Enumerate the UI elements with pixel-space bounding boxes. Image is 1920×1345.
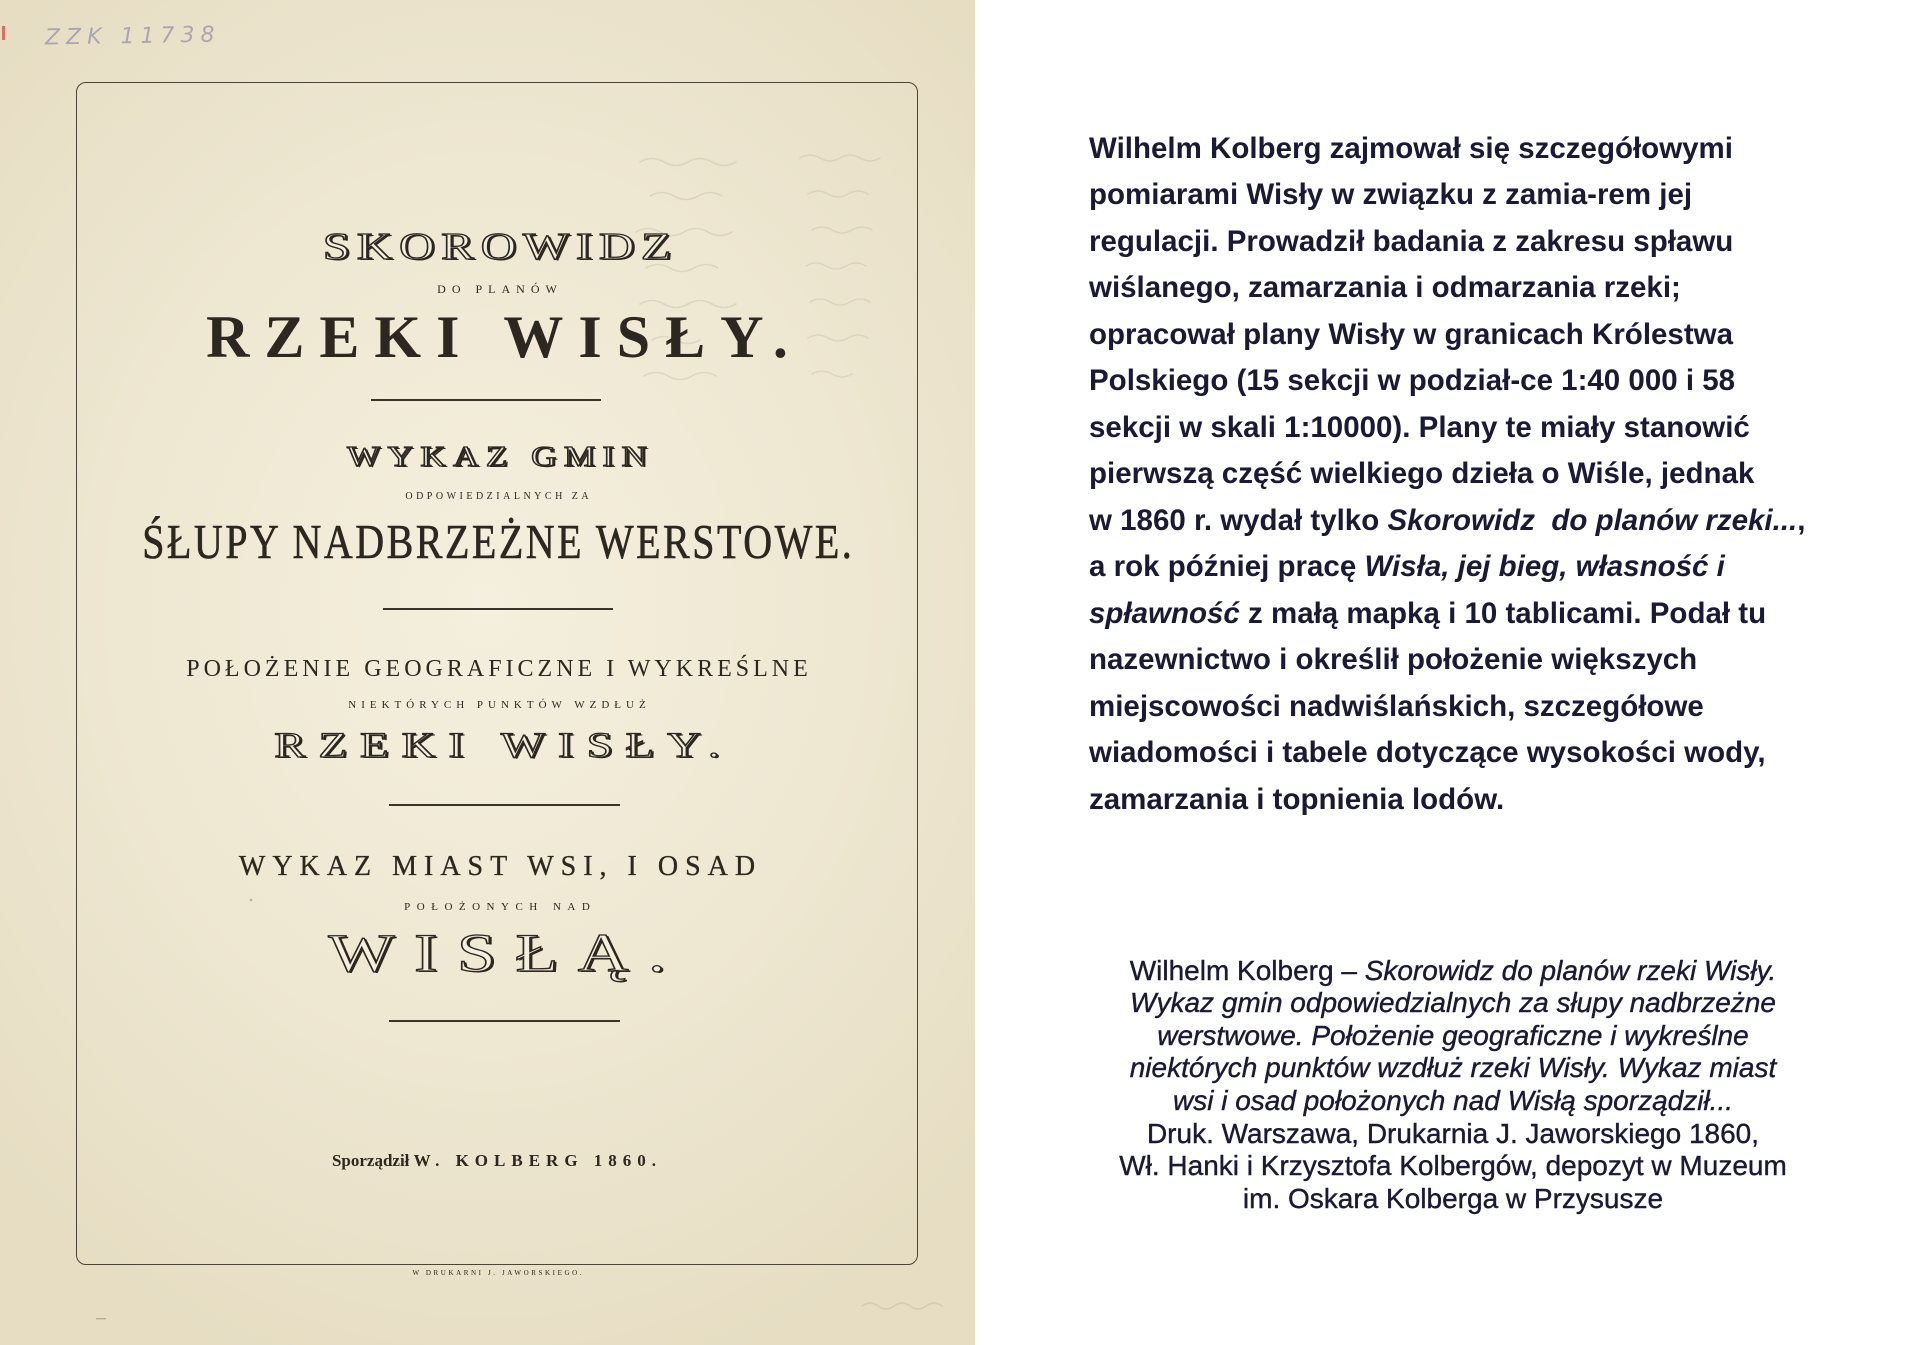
- title-sub: DO PLANÓW: [437, 282, 563, 296]
- author-prefix: Sporządził: [331, 1150, 410, 1170]
- description-line: [1089, 126, 1805, 173]
- description-text: ,: [1797, 503, 1806, 537]
- description-line: [1089, 451, 1805, 498]
- caption-line: [1013, 1150, 1893, 1183]
- section3-main: WISŁĄ.: [328, 923, 686, 983]
- caption-line: [1013, 955, 1893, 988]
- book-title-italic: spławność: [1089, 596, 1240, 630]
- description-text: wiadomości i tabele dotyczące wysokości wody,: [1089, 736, 1766, 770]
- image-caption: [1013, 955, 1893, 1216]
- description-line: [1089, 684, 1805, 731]
- description-text: pierwszą część wielkiego dzieła o Wiśle, jednak: [1089, 457, 1755, 491]
- caption-author: Wilhelm Kolberg –: [1129, 954, 1365, 986]
- caption-line: [1013, 987, 1893, 1020]
- description-text: Polskiego (15 sekcji w podział-ce 1:40 000 i 58: [1089, 364, 1736, 398]
- description-text: Wilhelm Kolberg zajmował się szczegółowymi: [1089, 131, 1733, 165]
- description-line: [1089, 219, 1805, 266]
- description-text: nazewnictwo i określił położenie większych: [1089, 643, 1698, 677]
- caption-line: [1013, 1183, 1893, 1216]
- description-text: sekcji w skali 1:10000). Plany te miały stanowić: [1089, 410, 1750, 444]
- description-line: [1089, 405, 1805, 452]
- section2-heading: POŁOŻENIE GEOGRAFICZNE I WYKREŚLNE: [186, 656, 812, 682]
- caption-title-italic: werstwowe. Położenie geograficzne i wykreślne: [1157, 1019, 1749, 1051]
- section2-main: RZEKI WISŁY.: [274, 725, 733, 765]
- description-line: [1089, 544, 1805, 591]
- divider-rule: [383, 608, 613, 610]
- description-line: [1089, 498, 1805, 545]
- description-text: z małą mapką i 10 tablicami. Podał tu: [1239, 596, 1767, 630]
- description-text: a rok później pracę: [1089, 550, 1365, 584]
- caption-title-italic: wsi i osad położonych nad Wisłą sporządził...: [1172, 1085, 1733, 1117]
- title-main: RZEKI WISŁY.: [206, 304, 803, 370]
- divider-rule: [389, 1020, 620, 1022]
- caption-line: [1013, 1052, 1893, 1085]
- description-text: zamarzania i topnienia lodów.: [1089, 782, 1505, 816]
- description-text: miejscowości nadwiślańskich, szczegółowe: [1089, 689, 1704, 723]
- author-line: [76, 1152, 918, 1169]
- section1-main: ŚŁUPY NADBRZEŻNE WERSTOWE.: [142, 513, 855, 569]
- caption-provenance: im. Oskara Kolberga w Przysusze: [1242, 1182, 1664, 1214]
- caption-publication: Druk. Warszawa, Drukarnia J. Jaworskiego 1860,: [1146, 1117, 1760, 1149]
- description-text: regulacji. Prowadził badania z zakresu spławu: [1089, 224, 1734, 258]
- printer-imprint: W DRUKARNI J. JAWORSKIEGO.: [412, 1268, 585, 1277]
- caption-provenance: Wł. Hanki i Krzysztofa Kolbergów, depozyt w Muzeum: [1119, 1150, 1787, 1182]
- caption-line: [1013, 1085, 1893, 1118]
- red-ink-mark: [2, 26, 5, 40]
- divider-rule: [371, 399, 601, 401]
- description-line: [1089, 312, 1805, 359]
- book-title-italic: Skorowidz do planów rzeki...: [1387, 503, 1798, 537]
- description-line: [1089, 265, 1805, 312]
- description-text: w 1860 r. wydał tylko: [1089, 503, 1388, 537]
- description-text: opracował plany Wisły w granicach Królestwa: [1089, 317, 1734, 351]
- caption-line: [1013, 1118, 1893, 1151]
- section2-sub: NIEKTÓRYCH PUNKTÓW WZDŁUŻ: [348, 698, 651, 711]
- description-line: [1089, 730, 1805, 777]
- description-line: [1089, 172, 1805, 219]
- caption-line: [1013, 1020, 1893, 1053]
- caption-title-italic: niektórych punktów wzdłuż rzeki Wisły. Wykaz miast: [1129, 1052, 1777, 1084]
- description-line: [1089, 358, 1805, 405]
- caption-title-italic: Wykaz gmin odpowiedzialnych za słupy nadbrzeżne: [1130, 987, 1776, 1019]
- section1-sub: ODPOWIEDZIALNYCH ZA: [405, 491, 593, 502]
- title-top: SKOROWIDZ: [322, 226, 678, 268]
- author-name: W. KOLBERG 1860.: [413, 1150, 663, 1170]
- description-paragraph: [1089, 126, 1805, 824]
- divider-rule: [389, 804, 620, 806]
- archive-shelf-mark: ZZK 11738: [44, 22, 221, 51]
- description-line: [1089, 637, 1805, 684]
- section3-heading: WYKAZ MIAST WSI, I OSAD: [238, 851, 763, 882]
- description-line: [1089, 777, 1805, 824]
- section3-sub: POŁOŻONYCH NAD: [404, 900, 597, 913]
- description-text: pomiarami Wisły w związku z zamia-rem jej: [1089, 178, 1693, 212]
- caption-title-italic: Skorowidz do planów rzeki Wisły.: [1364, 954, 1777, 986]
- description-text: wiślanego, zamarzania i odmarzania rzeki;: [1089, 271, 1681, 305]
- book-title-italic: Wisła, jej bieg, własność i: [1364, 550, 1725, 584]
- section1-heading: WYKAZ GMIN: [347, 442, 655, 473]
- description-line: [1089, 591, 1805, 638]
